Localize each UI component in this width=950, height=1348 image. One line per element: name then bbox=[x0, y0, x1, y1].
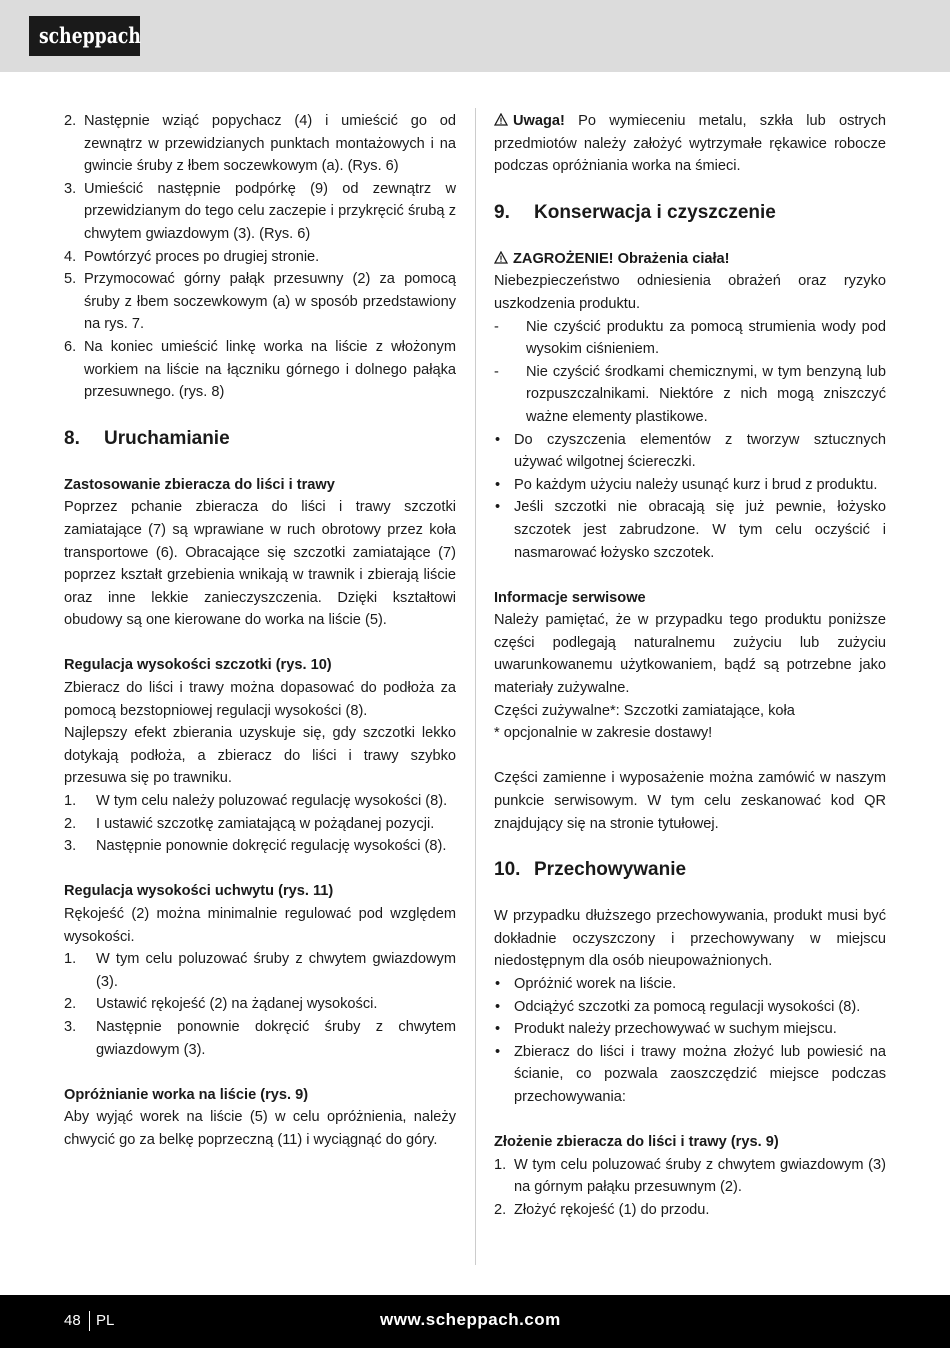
subheading-brush-height: Regulacja wysokości szczotki (rys. 10) bbox=[64, 657, 332, 674]
section-heading-maintenance: 9. Konserwacja i czyszczenie bbox=[494, 201, 776, 223]
danger-dash-list bbox=[494, 316, 886, 429]
footer-separator bbox=[89, 1311, 90, 1331]
list-item: 4. Powtórzyć proces po drugiej stronie. bbox=[64, 248, 320, 265]
list-item: • Po każdym użyciu należy usunąć kurz i brud z produktu. bbox=[495, 476, 878, 493]
list-item: 1. W tym celu należy poluzować regulację wysokości (8). bbox=[64, 793, 448, 810]
caution-label: Uwaga! bbox=[513, 113, 565, 129]
section-heading-startup: 8. Uruchamianie bbox=[64, 427, 230, 449]
paragraph-storage: W przypadku dłuższego przechowywania, produkt musi być dokładnie oczyszczony i przechowywany w miejscu niedostępnym dla osób nieupoważnionych. bbox=[494, 908, 886, 970]
handle-height-steps bbox=[64, 948, 456, 1061]
list-item: • Opróżnić worek na liście. bbox=[495, 976, 677, 992]
subheading-service: Informacje serwisowe bbox=[494, 589, 646, 606]
warning-triangle-icon bbox=[494, 113, 508, 126]
list-item: 3. Umieścić następnie podpórkę (9) od zewnątrz w przewidzianym do tego celu zaczepie i przykręcić śrubą z chwytem gwiazdowym (3). (Rys. 6) bbox=[64, 180, 456, 242]
list-item: 1. W tym celu poluzować śruby z chwytem gwiazdowym (3) na górnym pałąku przesuwnym (2). bbox=[494, 1156, 886, 1196]
brush-height-steps bbox=[64, 790, 456, 858]
list-item: • Produkt należy przechowywać w suchym miejscu. bbox=[495, 1021, 837, 1038]
danger-text: Niebezpieczeństwo odniesienia obrażeń oraz ryzyko uszkodzenia produktu. bbox=[494, 273, 886, 312]
list-item: - Nie czyścić produktu za pomocą strumienia wody pod wysokim ciśnieniem. bbox=[494, 318, 886, 358]
section-heading-storage: 10. Przechowywanie bbox=[494, 859, 687, 881]
brand-logo-text: scheppach bbox=[38, 23, 141, 48]
paragraph-service: Należy pamiętać, że w przypadku tego produktu poniższe części podlegają naturalnemu zużyciu lub zużyciu uwarunkowanemu użytkowaniem, bądź są potrzebne jako materiały zużywalne. bbox=[494, 612, 886, 697]
list-item: 2. Następnie wziąć popychacz (4) i umieścić go od zewnątrz w przewidzianych punktach montażowych i na gwincie śruby z łbem soczewkowym (a). (Rys. 6) bbox=[64, 113, 456, 175]
list-item: 2. I ustawić szczotkę zamiatającą w pożądanej pozycji. bbox=[64, 815, 435, 832]
list-item: 2. Złożyć rękojeść (1) do przodu. bbox=[494, 1201, 710, 1218]
paragraph-usage: Poprzez pchanie zbieracza do liści i trawy szczotki zamiatające (7) są wprawiane w ruch obrotowy przez koła transportowe (6). Obracające się szczotki zamiatające (7) poprzez kształt grzebienia wnikają w trawnik i zbierają liście oraz inne lekkie zanieczyszczenia. Dzięki kształtowi obudowy są one kierowane do worka na liście (5). bbox=[64, 499, 456, 629]
paragraph-brush-height-1: Zbieracz do liści i trawy można dopasować do podłoża za pomocą bezstopniowej regulacji wysokości (8). bbox=[64, 680, 456, 719]
left-column bbox=[64, 110, 456, 1152]
folding-steps bbox=[494, 1154, 886, 1222]
column-divider bbox=[475, 108, 476, 1265]
storage-bullet-list bbox=[494, 973, 886, 1109]
danger-heading: ZAGROŻENIE! Obrażenia ciała! bbox=[494, 248, 886, 271]
paragraph-handle-height: Rękojeść (2) można minimalnie regulować pod względem wysokości. bbox=[64, 906, 456, 945]
paragraph-order: Części zamienne i wyposażenie można zamówić w naszym punkcie serwisowym. W tym celu zeskanować kod QR znajdujący się na stronie tytułowej. bbox=[494, 770, 886, 832]
warning-triangle-icon bbox=[494, 251, 508, 264]
paragraph-brush-height-2: Najlepszy efekt zbierania uzyskuje się, gdy szczotki lekko dotykają podłoża, a zbieracz do liści i trawy szybko przesuwa się po trawniku. bbox=[64, 725, 456, 787]
language-code: PL bbox=[96, 1312, 115, 1329]
list-item: • Jeśli szczotki nie obracają się już pewnie, łożysko szczotek jest zabrudzone. W tym celu oczyścić i nasmarować łożysko szczotek. bbox=[495, 499, 886, 561]
list-item: • Zbieracz do liści i trawy można złożyć lub powiesić na ścianie, co pozwala zaoszczędzić miejsce podczas przechowywania: bbox=[495, 1043, 886, 1105]
optional-note: * opcjonalnie w zakresie dostawy! bbox=[494, 725, 713, 742]
right-column bbox=[494, 110, 886, 1222]
paragraph-emptying: Aby wyjąć worek na liście (5) w celu opróżnienia, należy chwycić go za belkę poprzeczną (11) i wyciągnąć do góry. bbox=[64, 1109, 456, 1148]
wear-parts-text: Części zużywalne*: Szczotki zamiatające, koła bbox=[494, 702, 795, 719]
subheading-usage: Zastosowanie zbieracza do liści i trawy bbox=[64, 476, 335, 493]
caution-note: Uwaga! Po wymieceniu metalu, szkła lub ostrych przedmiotów należy założyć wytrzymałe rękawice robocze podczas opróżniania worka na śmieci. bbox=[494, 113, 886, 175]
subheading-handle-height: Regulacja wysokości uchwytu (rys. 11) bbox=[64, 883, 334, 900]
page-footer bbox=[0, 1295, 950, 1348]
list-item: 6. Na koniec umieścić linkę worka na liście z włożonym workiem na liście na łączniku górnego i dolnego pałąka przesuwnego. (rys. 8) bbox=[64, 338, 456, 401]
list-item: • Do czyszczenia elementów z tworzyw sztucznych używać wilgotnej ściereczki. bbox=[495, 431, 886, 471]
subheading-folding: Złożenie zbieracza do liści i trawy (rys. 9) bbox=[494, 1134, 779, 1151]
cleaning-bullet-list bbox=[494, 429, 886, 565]
list-item: • Odciążyć szczotki za pomocą regulacji wysokości (8). bbox=[495, 998, 861, 1015]
brand-logo bbox=[29, 16, 140, 56]
list-item: - Nie czyścić środkami chemicznymi, w tym benzyną lub rozpuszczalnikami. Niektóre z nich mogą zniszczyć ważne elementy plastikowe. bbox=[494, 363, 886, 425]
list-item: 2. Ustawić rękojeść (2) na żądanej wysokości. bbox=[64, 996, 378, 1013]
list-item: 3. Następnie ponownie dokręcić śruby z chwytem gwiazdowym (3). bbox=[64, 1018, 456, 1058]
list-item: 5. Przymocować górny pałąk przesuwny (2) za pomocą śruby z łbem soczewkowym (a) w sposób przedstawiony na rys. 7. bbox=[64, 271, 456, 333]
list-item: 3. Następnie ponownie dokręcić regulację wysokości (8). bbox=[64, 838, 447, 855]
website-url: www.scheppach.com bbox=[380, 1310, 561, 1329]
assembly-steps-list bbox=[64, 110, 456, 404]
page-header bbox=[0, 0, 950, 72]
page-number: 48 bbox=[64, 1312, 81, 1329]
list-item: 1. W tym celu poluzować śruby z chwytem gwiazdowym (3). bbox=[64, 951, 456, 990]
subheading-emptying: Opróżnianie worka na liście (rys. 9) bbox=[64, 1086, 309, 1103]
